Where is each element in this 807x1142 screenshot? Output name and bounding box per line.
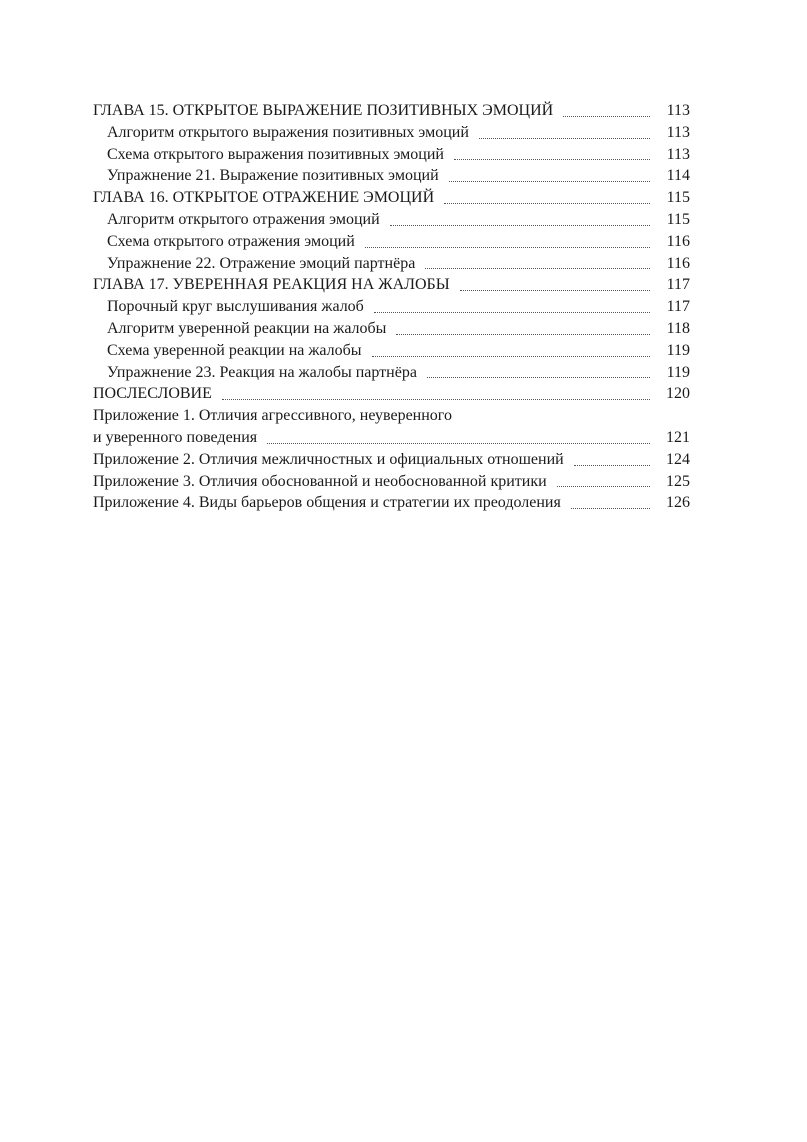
- toc-entry-chapter-15[interactable]: [93, 100, 690, 122]
- toc-entry-label: Приложение 2. Отличия межличностных и официальных отношений: [93, 450, 564, 468]
- toc-entry-label: Алгоритм уверенной реакции на жалобы: [107, 319, 387, 337]
- toc-entry-label: Схема уверенной реакции на жалобы: [107, 341, 362, 359]
- dot-leader: [454, 159, 650, 160]
- toc-entry[interactable]: [93, 144, 690, 166]
- toc-entry-chapter-17[interactable]: [93, 274, 690, 296]
- dot-leader: [427, 377, 650, 378]
- toc-entry[interactable]: [93, 165, 690, 187]
- toc-page-number: 115: [666, 189, 690, 207]
- toc-page-number: 116: [666, 232, 690, 250]
- toc-entry-label: Алгоритм открытого выражения позитивных эмоций: [107, 123, 469, 141]
- toc-page-number: 125: [666, 472, 690, 490]
- toc-entry-afterword[interactable]: [93, 383, 690, 405]
- toc-page-number: 113: [666, 145, 690, 163]
- dot-leader: [460, 290, 650, 291]
- dot-leader: [372, 356, 650, 357]
- dot-leader: [222, 399, 650, 400]
- toc-page-number: 116: [666, 254, 690, 272]
- toc-entry-label: Алгоритм открытого отражения эмоций: [107, 210, 380, 228]
- toc-entry-chapter-16[interactable]: [93, 187, 690, 209]
- dot-leader: [574, 465, 650, 466]
- toc-page-number: 119: [666, 341, 690, 359]
- toc-page-number: 126: [666, 494, 690, 512]
- toc-page-number: 114: [666, 167, 690, 185]
- table-of-contents: [93, 100, 690, 514]
- toc-entry[interactable]: [93, 122, 690, 144]
- toc-entry[interactable]: [93, 253, 690, 275]
- dot-leader: [563, 116, 650, 117]
- toc-entry[interactable]: [93, 296, 690, 318]
- dot-leader: [449, 181, 650, 182]
- dot-leader: [267, 443, 650, 444]
- toc-page-number: 118: [666, 319, 690, 337]
- toc-page-number: 113: [666, 123, 690, 141]
- toc-entry[interactable]: [93, 231, 690, 253]
- toc-entry-label: Приложение 3. Отличия обоснованной и необоснованной критики: [93, 472, 547, 490]
- toc-entry-label: Упражнение 23. Реакция на жалобы партнёра: [107, 363, 417, 381]
- toc-entry-appendix-1[interactable]: [93, 405, 690, 449]
- toc-page-number: 121: [666, 428, 690, 446]
- dot-leader: [374, 312, 650, 313]
- toc-page-number: 117: [666, 276, 690, 294]
- toc-page-number: 117: [666, 298, 690, 316]
- toc-entry-appendix-3[interactable]: [93, 471, 690, 493]
- toc-entry-label: ГЛАВА 16. ОТКРЫТОЕ ОТРАЖЕНИЕ ЭМОЦИЙ: [93, 189, 435, 207]
- dot-leader: [365, 247, 650, 248]
- dot-leader: [390, 225, 650, 226]
- toc-entry-appendix-2[interactable]: [93, 449, 690, 471]
- toc-page-number: 115: [666, 210, 690, 228]
- toc-entry-label: Порочный круг выслушивания жалоб: [107, 298, 364, 316]
- toc-entry-label: ПОСЛЕСЛОВИЕ: [93, 385, 212, 403]
- toc-entry-label: Схема открытого выражения позитивных эмоций: [107, 145, 444, 163]
- toc-entry[interactable]: [93, 209, 690, 231]
- toc-entry-label: ГЛАВА 15. ОТКРЫТОЕ ВЫРАЖЕНИЕ ПОЗИТИВНЫХ ЭМОЦИЙ: [93, 102, 554, 119]
- dot-leader: [571, 508, 650, 509]
- toc-entry-label: ГЛАВА 17. УВЕРЕННАЯ РЕАКЦИЯ НА ЖАЛОБЫ: [93, 276, 450, 294]
- toc-entry[interactable]: [93, 362, 690, 384]
- toc-entry[interactable]: [93, 340, 690, 362]
- toc-entry-label: Упражнение 21. Выражение позитивных эмоций: [107, 167, 439, 185]
- toc-page-number: 120: [666, 385, 690, 403]
- toc-entry-appendix-4[interactable]: [93, 492, 690, 514]
- toc-entry-label-line-2: и уверенного поведения: [93, 428, 258, 446]
- dot-leader: [444, 203, 650, 204]
- dot-leader: [557, 486, 650, 487]
- toc-entry-label: Упражнение 22. Отражение эмоций партнёра: [107, 254, 416, 272]
- toc-entry-label-line-1: Приложение 1. Отличия агрессивного, неуверенного: [93, 407, 452, 425]
- toc-page-number: 113: [666, 102, 690, 119]
- toc-page-number: 119: [666, 363, 690, 381]
- toc-page-number: 124: [666, 450, 690, 468]
- toc-entry-label: Приложение 4. Виды барьеров общения и стратегии их преодоления: [93, 494, 561, 512]
- dot-leader: [396, 334, 650, 335]
- dot-leader: [479, 138, 650, 139]
- toc-entry[interactable]: [93, 318, 690, 340]
- toc-entry-label: Схема открытого отражения эмоций: [107, 232, 355, 250]
- dot-leader: [425, 268, 650, 269]
